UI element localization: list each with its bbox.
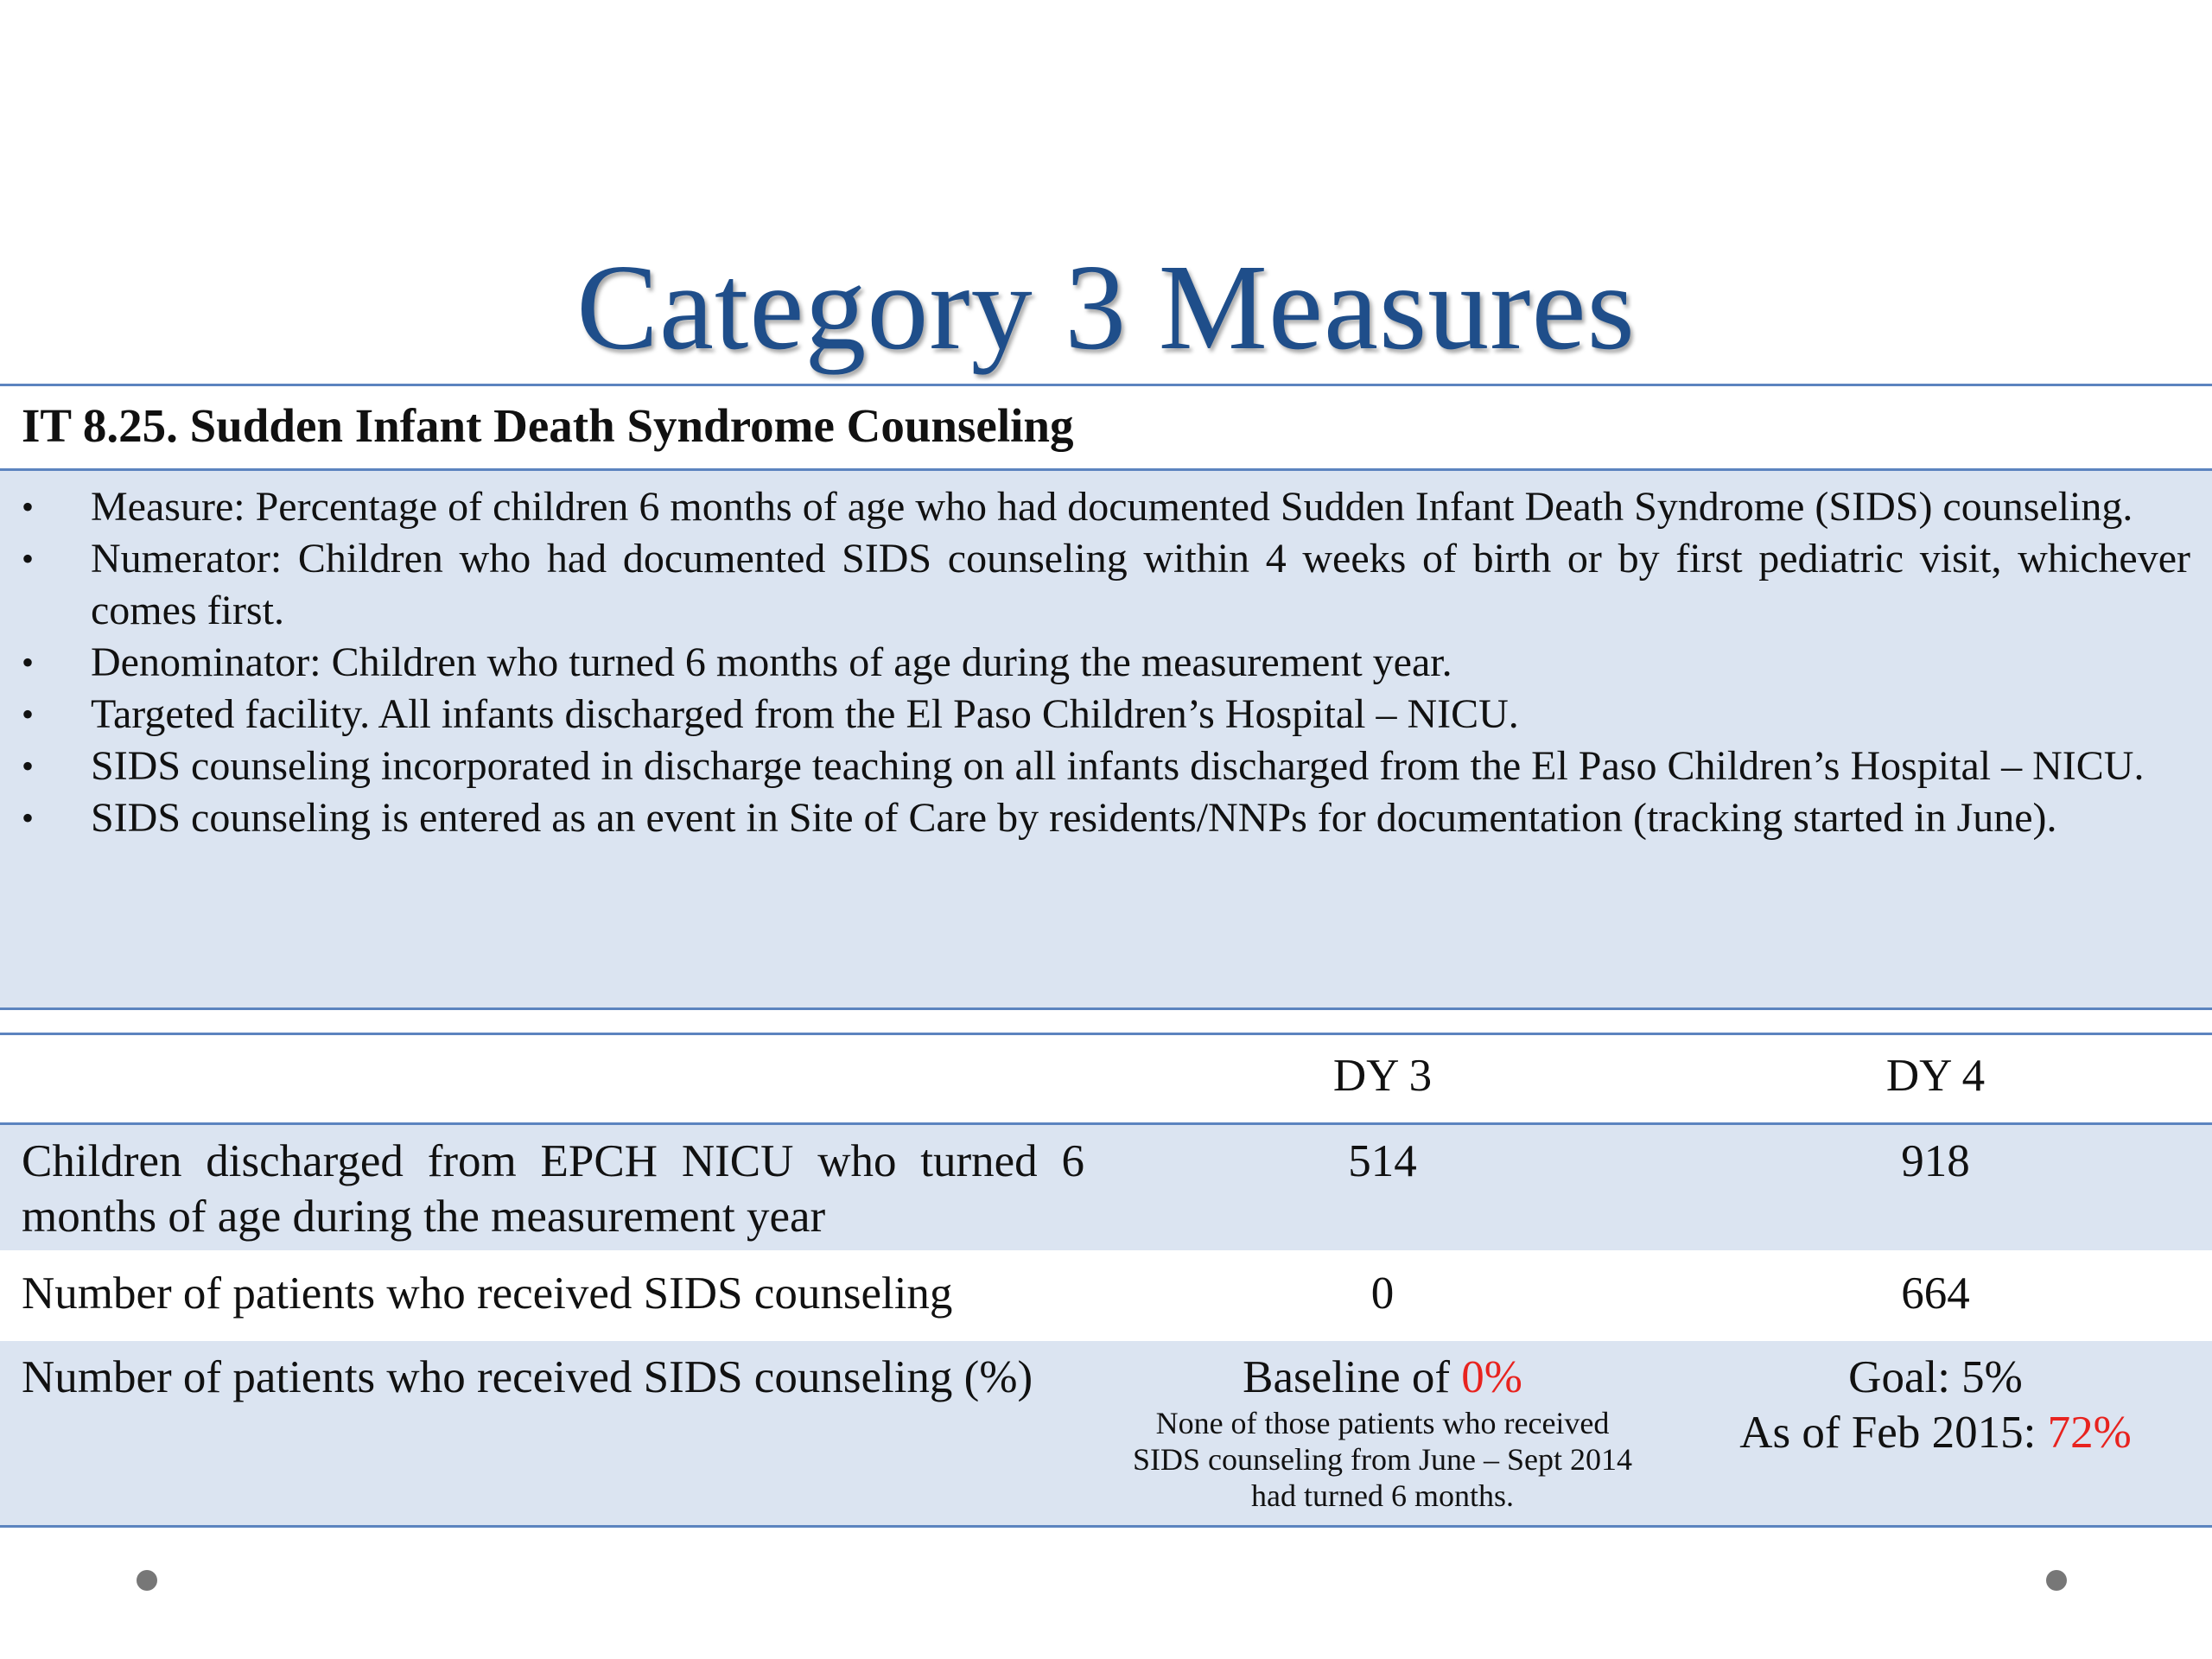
bullet-text: Targeted facility. All infants discharged from the El Paso Children’s Hospital – NICU. [91, 691, 1519, 737]
current-prefix: As of Feb 2015: [1739, 1408, 2048, 1458]
table-row-discharged [0, 1125, 2212, 1250]
bullet-site-of-care [22, 792, 2190, 844]
bullet-measure [22, 481, 2190, 533]
row-label: Children discharged from EPCH NICU who turned 6 months of age during the measurement year [22, 1136, 1084, 1242]
row-dy4-goal [1676, 1350, 2195, 1460]
nav-dot-right-icon [2046, 1570, 2067, 1591]
bullet-targeted-facility [22, 689, 2190, 741]
baseline-note: None of those patients who received SIDS counseling from June – Sept 2014 had turned 6 months. [1133, 1406, 1632, 1513]
bullet-dot-icon: • [22, 643, 35, 682]
row-dy3-baseline [1123, 1350, 1642, 1514]
bullet-discharge-teaching [22, 741, 2190, 792]
divider-top [0, 384, 2212, 386]
bullet-dot-icon: • [22, 487, 35, 526]
table-header-row [0, 1035, 2212, 1122]
current-line [1676, 1405, 2195, 1460]
row-dy3-value: 514 [1348, 1136, 1417, 1186]
bullet-dot-icon: • [22, 798, 35, 837]
table-row-percent [0, 1341, 2212, 1525]
header-dy3: DY 3 [1332, 1051, 1433, 1101]
divider-bullets [0, 1007, 2212, 1010]
measure-details-panel [0, 471, 2212, 1008]
row-label: Number of patients who received SIDS counseling [22, 1268, 953, 1319]
bullet-dot-icon: • [22, 747, 35, 785]
baseline-value: 0% [1461, 1352, 1522, 1402]
measure-heading: IT 8.25. Sudden Infant Death Syndrome Counseling [22, 399, 1074, 452]
bullet-text: Measure: Percentage of children 6 months of age who had documented Sudden Infant Death Syndrome (SIDS) counseling. [91, 484, 2133, 530]
bullet-dot-icon: • [22, 539, 35, 578]
table-row-received [0, 1250, 2212, 1341]
measure-bullet-list [22, 481, 2190, 844]
bullet-text: Denominator: Children who turned 6 months of age during the measurement year. [91, 639, 1452, 685]
row-dy4-value: 918 [1901, 1136, 1970, 1186]
header-dy4: DY 4 [1885, 1051, 1986, 1101]
goal-line: Goal: 5% [1848, 1352, 2023, 1402]
bullet-numerator [22, 533, 2190, 637]
nav-dot-left-icon [137, 1570, 157, 1591]
bullet-dot-icon: • [22, 695, 35, 734]
row-dy3-value: 0 [1370, 1268, 1395, 1319]
table-bottom-rule [0, 1525, 2212, 1528]
bullet-denominator [22, 637, 2190, 689]
baseline-prefix: Baseline of [1243, 1352, 1462, 1402]
bullet-text: SIDS counseling incorporated in discharge teaching on all infants discharged from the El Paso Children’s Hospital – NICU. [91, 743, 2145, 789]
bullet-text: SIDS counseling is entered as an event in Site of Care by residents/NNPs for documentation (tracking started in June). [91, 795, 2057, 841]
row-label: Number of patients who received SIDS counseling (%) [22, 1352, 1033, 1402]
current-value: 72% [2047, 1408, 2132, 1458]
bullet-text: Numerator: Children who had documented SIDS counseling within 4 weeks of birth or by first pediatric visit, whichever comes first. [91, 536, 2190, 633]
row-dy4-value: 664 [1901, 1268, 1970, 1319]
baseline-line [1123, 1350, 1642, 1405]
slide-title: Category 3 Measures [576, 238, 1636, 375]
